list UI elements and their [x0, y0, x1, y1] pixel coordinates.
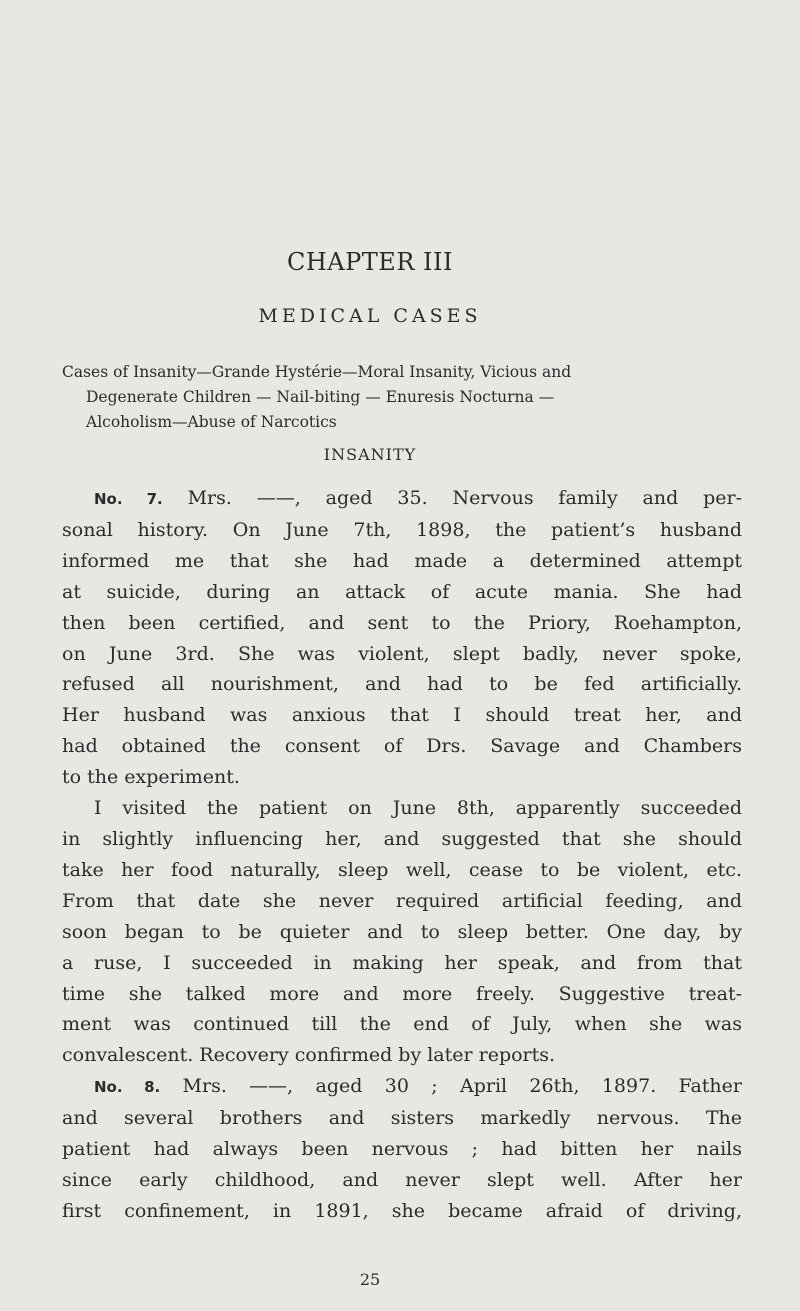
case-8-intro: Mrs. ——, aged 30 ; April 26th, 1897. Father — [182, 1075, 742, 1098]
text-line: convalescent. Recovery confirmed by later reports. — [62, 1044, 556, 1067]
text-line: refused all nourishment, and had to be fed artificially. — [62, 673, 742, 696]
text-line: on June 3rd. She was violent, slept badly, never spoke, — [62, 642, 742, 665]
page-number: 25 — [359, 1270, 381, 1289]
text-line: patient had always been nervous ; had bitten her nails — [62, 1138, 742, 1161]
text-line: take her food naturally, sleep well, cease to be violent, etc. — [62, 858, 742, 881]
text-line: and several brothers and sisters markedly nervous. The — [62, 1107, 742, 1130]
text-line: to the experiment. — [62, 766, 240, 789]
text-line: first confinement, in 1891, she became afraid of driving, — [62, 1199, 742, 1222]
text-line: in slightly influencing her, and suggested that she should — [62, 827, 742, 850]
case-number-8: No. 8. — [94, 1078, 161, 1097]
text-line: at suicide, during an attack of acute mania. She had — [62, 580, 742, 603]
text-line: Her husband was anxious that I should treat her, and — [62, 704, 742, 727]
text-line — [62, 483, 742, 515]
summary-line: Cases of Insanity—Grande Hystérie—Moral Insanity, Vicious and — [62, 363, 572, 381]
text-line: since early childhood, and never slept well. After her — [62, 1168, 742, 1191]
text-line: then been certified, and sent to the Priory, Roehampton, — [62, 611, 742, 634]
text-line: sonal history. On June 7th, 1898, the patient’s husband — [62, 518, 742, 541]
case-7-intro: Mrs. ——, aged 35. Nervous family and per- — [187, 487, 743, 509]
chapter-heading: CHAPTER III — [287, 248, 453, 276]
chapter-title: MEDICAL CASES — [258, 305, 482, 327]
case-number-7: No. 7. — [94, 490, 163, 508]
text-line: ment was continued till the end of July, when she was — [62, 1013, 742, 1036]
summary-line: Degenerate Children — Nail-biting — Enuresis Nocturna — — [86, 388, 555, 406]
text-line: soon began to be quieter and to sleep better. One day, by — [62, 920, 742, 943]
summary-line: Alcoholism—Abuse of Narcotics — [86, 413, 337, 431]
chapter-summary — [62, 360, 742, 435]
text-line: I visited the patient on June 8th, apparently succeeded — [94, 797, 742, 820]
text-line: had obtained the consent of Drs. Savage and Chambers — [62, 735, 742, 758]
text-line: informed me that she had made a determined attempt — [62, 549, 742, 572]
text-line: time she talked more and more freely. Suggestive treat- — [62, 982, 742, 1005]
text-line: From that date she never required artificial feeding, and — [62, 889, 742, 912]
text-line: a ruse, I succeeded in making her speak, and from that — [62, 951, 742, 974]
text-line — [62, 1071, 742, 1103]
section-heading: INSANITY — [323, 445, 417, 464]
body-text — [62, 483, 742, 1227]
